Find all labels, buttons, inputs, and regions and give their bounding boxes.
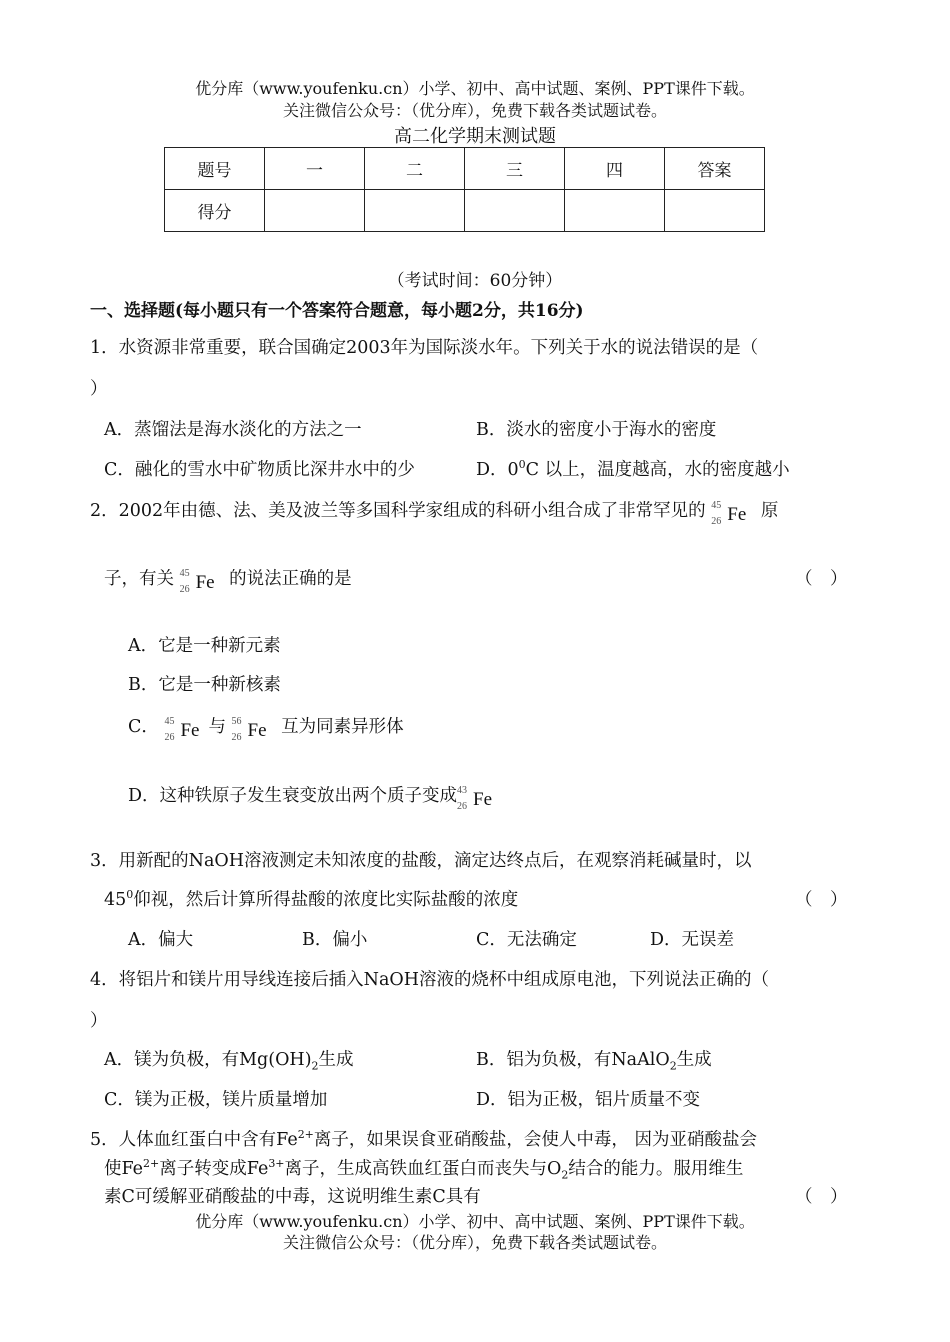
q3-option-d: D．无误差 [650, 930, 735, 950]
q2-option-c: C． 45 26 Fe 与 56 26 Fe 互为同素异形体 [128, 713, 404, 746]
exam-time: （考试时间：60分钟） [387, 271, 563, 291]
score-table-score-row [165, 190, 765, 232]
fe-45-nuclide: 45 26 Fe [711, 500, 747, 527]
question-5-text-cont: 使$Fe^{2+}$离子转变成$Fe^{3+}$离子，生成高铁血红蛋白而丧失与$O_2$结合的能力。服用维生 [104, 1157, 744, 1182]
footer-line-1: 优分库（www.youfenku.cn）小学、初中、高中试题、案例、PPT课件下载。 [195, 1212, 755, 1231]
q2-option-d: D．这种铁原子发生衰变放出两个质子变成 43 26 Fe [128, 782, 501, 815]
table-cell: 题号 [165, 148, 265, 190]
question-4-paren: ） [90, 1011, 108, 1031]
table-cell: 答案 [665, 148, 765, 190]
q1-option-a: A．蒸馏法是海水淡化的方法之一 [104, 420, 362, 440]
question-3-text-cont: $45^0$仰视，然后计算所得盐酸的浓度比实际盐酸的浓度 [104, 888, 519, 910]
question-1-text: 1．水资源非常重要，联合国确定2003年为国际淡水年。下列关于水的说法错误的是（ [90, 338, 759, 358]
answer-paren: （ ） [795, 1187, 848, 1207]
fe-43-nuclide: 43 26 Fe [457, 785, 493, 812]
q3-option-c: C．无法确定 [476, 930, 577, 950]
fe-56-nuclide: 56 26 Fe [231, 716, 267, 743]
score-cell [565, 190, 665, 232]
score-cell [365, 190, 465, 232]
q4-option-d: D．铝为正极，铝片质量不变 [476, 1090, 701, 1110]
table-cell: 一 [265, 148, 365, 190]
q4-option-c: C．镁为正极，镁片质量增加 [104, 1090, 328, 1110]
header-line-2: 关注微信公众号：（优分库），免费下载各类试题试卷。 [282, 101, 667, 120]
table-cell: 四 [565, 148, 665, 190]
fe-45-nuclide: 45 26 Fe [164, 716, 200, 743]
score-table [164, 147, 765, 232]
page-title: 高二化学期末测试题 [394, 126, 556, 147]
q1-option-c: C．融化的雪水中矿物质比深井水中的少 [104, 460, 415, 480]
question-2-text-cont: 子，有关 45 26 Fe 的说法正确的是 [104, 565, 352, 598]
q4-option-a: A．镁为负极，有$Mg(OH)_2$生成 [104, 1050, 354, 1073]
q3-option-b: B．偏小 [302, 930, 368, 950]
footer-line-2: 关注微信公众号：（优分库），免费下载各类试题试卷。 [282, 1233, 667, 1252]
table-cell: 得分 [165, 190, 265, 232]
question-5-text-cont-2: 素C可缓解亚硝酸盐的中毒，这说明维生素C具有 [104, 1187, 481, 1207]
score-table-header-row [165, 148, 765, 190]
question-4-text: 4．将铝片和镁片用导线连接后插入NaOH溶液的烧杯中组成原电池，下列说法正确的（ [90, 970, 769, 990]
score-cell [265, 190, 365, 232]
question-2-text: 2．2002年由德、法、美及波兰等多国科学家组成的科研小组合成了非常罕见的 45 26 Fe 原 [90, 497, 778, 530]
question-1-paren: ） [90, 379, 108, 399]
table-cell: 二 [365, 148, 465, 190]
q1-option-b: B．淡水的密度小于海水的密度 [476, 420, 717, 440]
header-line-1: 优分库（www.youfenku.cn）小学、初中、高中试题、案例、PPT课件下载。 [195, 79, 755, 98]
question-5-text: 5．人体血红蛋白中含有$Fe^{2+}$离子，如果误食亚硝酸盐，会使人中毒， 因为亚硝酸盐会 [90, 1128, 757, 1150]
q4-option-b: B．铝为负极，有NaAlO$_2$生成 [476, 1050, 712, 1073]
section-heading: 一、选择题(每小题只有一个答案符合题意，每小题2分，共16分) [90, 301, 584, 321]
score-cell [665, 190, 765, 232]
score-cell [465, 190, 565, 232]
question-3-text: 3．用新配的NaOH溶液测定未知浓度的盐酸，滴定达终点后，在观察消耗碱量时，以 [90, 851, 752, 871]
q2-option-b: B．它是一种新核素 [128, 675, 281, 695]
q2-option-a: A．它是一种新元素 [128, 636, 281, 656]
table-cell: 三 [465, 148, 565, 190]
answer-paren: （ ） [795, 890, 848, 910]
answer-paren: （ ） [795, 569, 848, 589]
q1-option-d: D．$0^0C$ 以上，温度越高，水的密度越小 [476, 458, 790, 480]
fe-45-nuclide: 45 26 Fe [179, 568, 215, 595]
q3-option-a: A．偏大 [128, 930, 194, 950]
